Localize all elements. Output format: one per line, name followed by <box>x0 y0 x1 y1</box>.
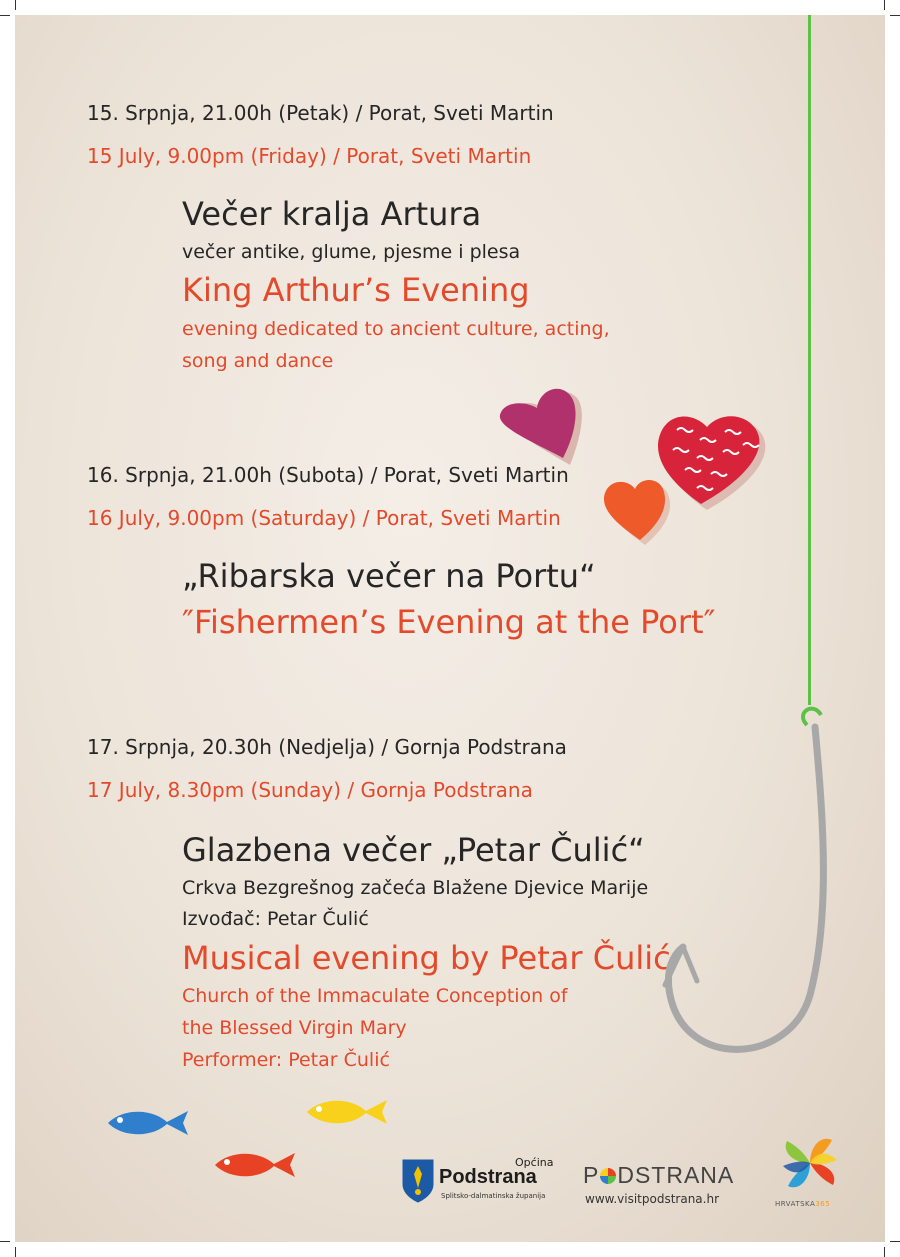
event3-title-en: Musical evening by Petar Čulić <box>182 939 671 977</box>
crop-mark <box>890 15 900 16</box>
event1-subtitle-en-1: evening dedicated to ancient culture, acting, <box>182 318 610 340</box>
crop-mark <box>15 1247 16 1257</box>
hook-shank <box>668 727 823 1049</box>
event2-title-en: ″Fishermen’s Evening at the Port″ <box>182 603 716 641</box>
brand-prefix: P <box>583 1162 600 1188</box>
hrvatska-suffix: 365 <box>815 1200 831 1208</box>
opcina-label: Općina <box>515 1156 554 1169</box>
event3-subtitle-hr-1: Crkva Bezgrešnog začeća Blažene Djevice Marije <box>182 877 649 899</box>
event3-subtitle-en-1: Church of the Immaculate Conception of <box>182 985 568 1007</box>
event2-date-en: 16 July, 9.00pm (Saturday) / Porat, Sveti Martin <box>87 506 561 530</box>
event3-title-hr: Glazbena večer „Petar Čulić“ <box>182 831 645 869</box>
brand-o-icon <box>600 1168 616 1184</box>
event1-title-en: King Arthur’s Evening <box>182 271 530 309</box>
crop-mark <box>890 1241 900 1242</box>
event1-date-en: 15 July, 9.00pm (Friday) / Porat, Sveti Martin <box>87 144 532 168</box>
crop-mark <box>15 0 16 10</box>
blue-fish-icon <box>103 1103 193 1143</box>
visitpodstrana-logo <box>583 1162 743 1210</box>
purple-heart <box>500 389 576 458</box>
event3-date-en: 17 July, 8.30pm (Sunday) / Gornja Podstrana <box>87 778 533 802</box>
crop-mark <box>884 1247 885 1257</box>
coat-of-arms-icon <box>401 1158 435 1204</box>
crop-mark <box>0 15 10 16</box>
hrvatska-flower-icon <box>777 1130 843 1196</box>
yellow-fish-icon <box>302 1092 392 1132</box>
event1-subtitle-en-2: song and dance <box>182 350 334 372</box>
event3-subtitle-en-3: Performer: Petar Čulić <box>182 1049 390 1071</box>
brand-wordmark <box>583 1162 734 1189</box>
event1-title-hr: Večer kralja Artura <box>182 195 482 233</box>
event1-date-hr: 15. Srpnja, 21.00h (Petak) / Porat, Sveti Martin <box>87 101 554 125</box>
brand-url: www.visitpodstrana.hr <box>585 1192 720 1206</box>
event2-title-hr: „Ribarska večer na Portu“ <box>182 557 596 595</box>
event3-date-hr: 17. Srpnja, 20.30h (Nedjelja) / Gornja Podstrana <box>87 735 567 759</box>
event3-subtitle-hr-2: Izvođač: Petar Čulić <box>182 908 369 930</box>
hook-eye <box>803 709 821 725</box>
zupanija-label: Splitsko-dalmatinska županija <box>441 1192 546 1200</box>
hrvatska-word: HRVATSKA <box>775 1200 816 1208</box>
fishing-line <box>808 15 811 705</box>
opcina-podstrana-logo <box>401 1156 561 1208</box>
hrvatska-label <box>775 1200 830 1208</box>
poster <box>15 15 885 1242</box>
crop-mark <box>0 1241 10 1242</box>
brand-suffix: DSTRANA <box>617 1162 735 1188</box>
fish-hook-illustration <box>635 695 835 1075</box>
hrvatska-logo <box>775 1130 845 1214</box>
event1-subtitle-hr: večer antike, glume, pjesme i plesa <box>182 241 521 263</box>
event2-date-hr: 16. Srpnja, 21.00h (Subota) / Porat, Sveti Martin <box>87 463 569 487</box>
crop-mark <box>884 0 885 10</box>
red-fish-icon <box>210 1145 300 1185</box>
event3-subtitle-en-2: the Blessed Virgin Mary <box>182 1017 407 1039</box>
podstrana-label: Podstrana <box>439 1166 537 1188</box>
